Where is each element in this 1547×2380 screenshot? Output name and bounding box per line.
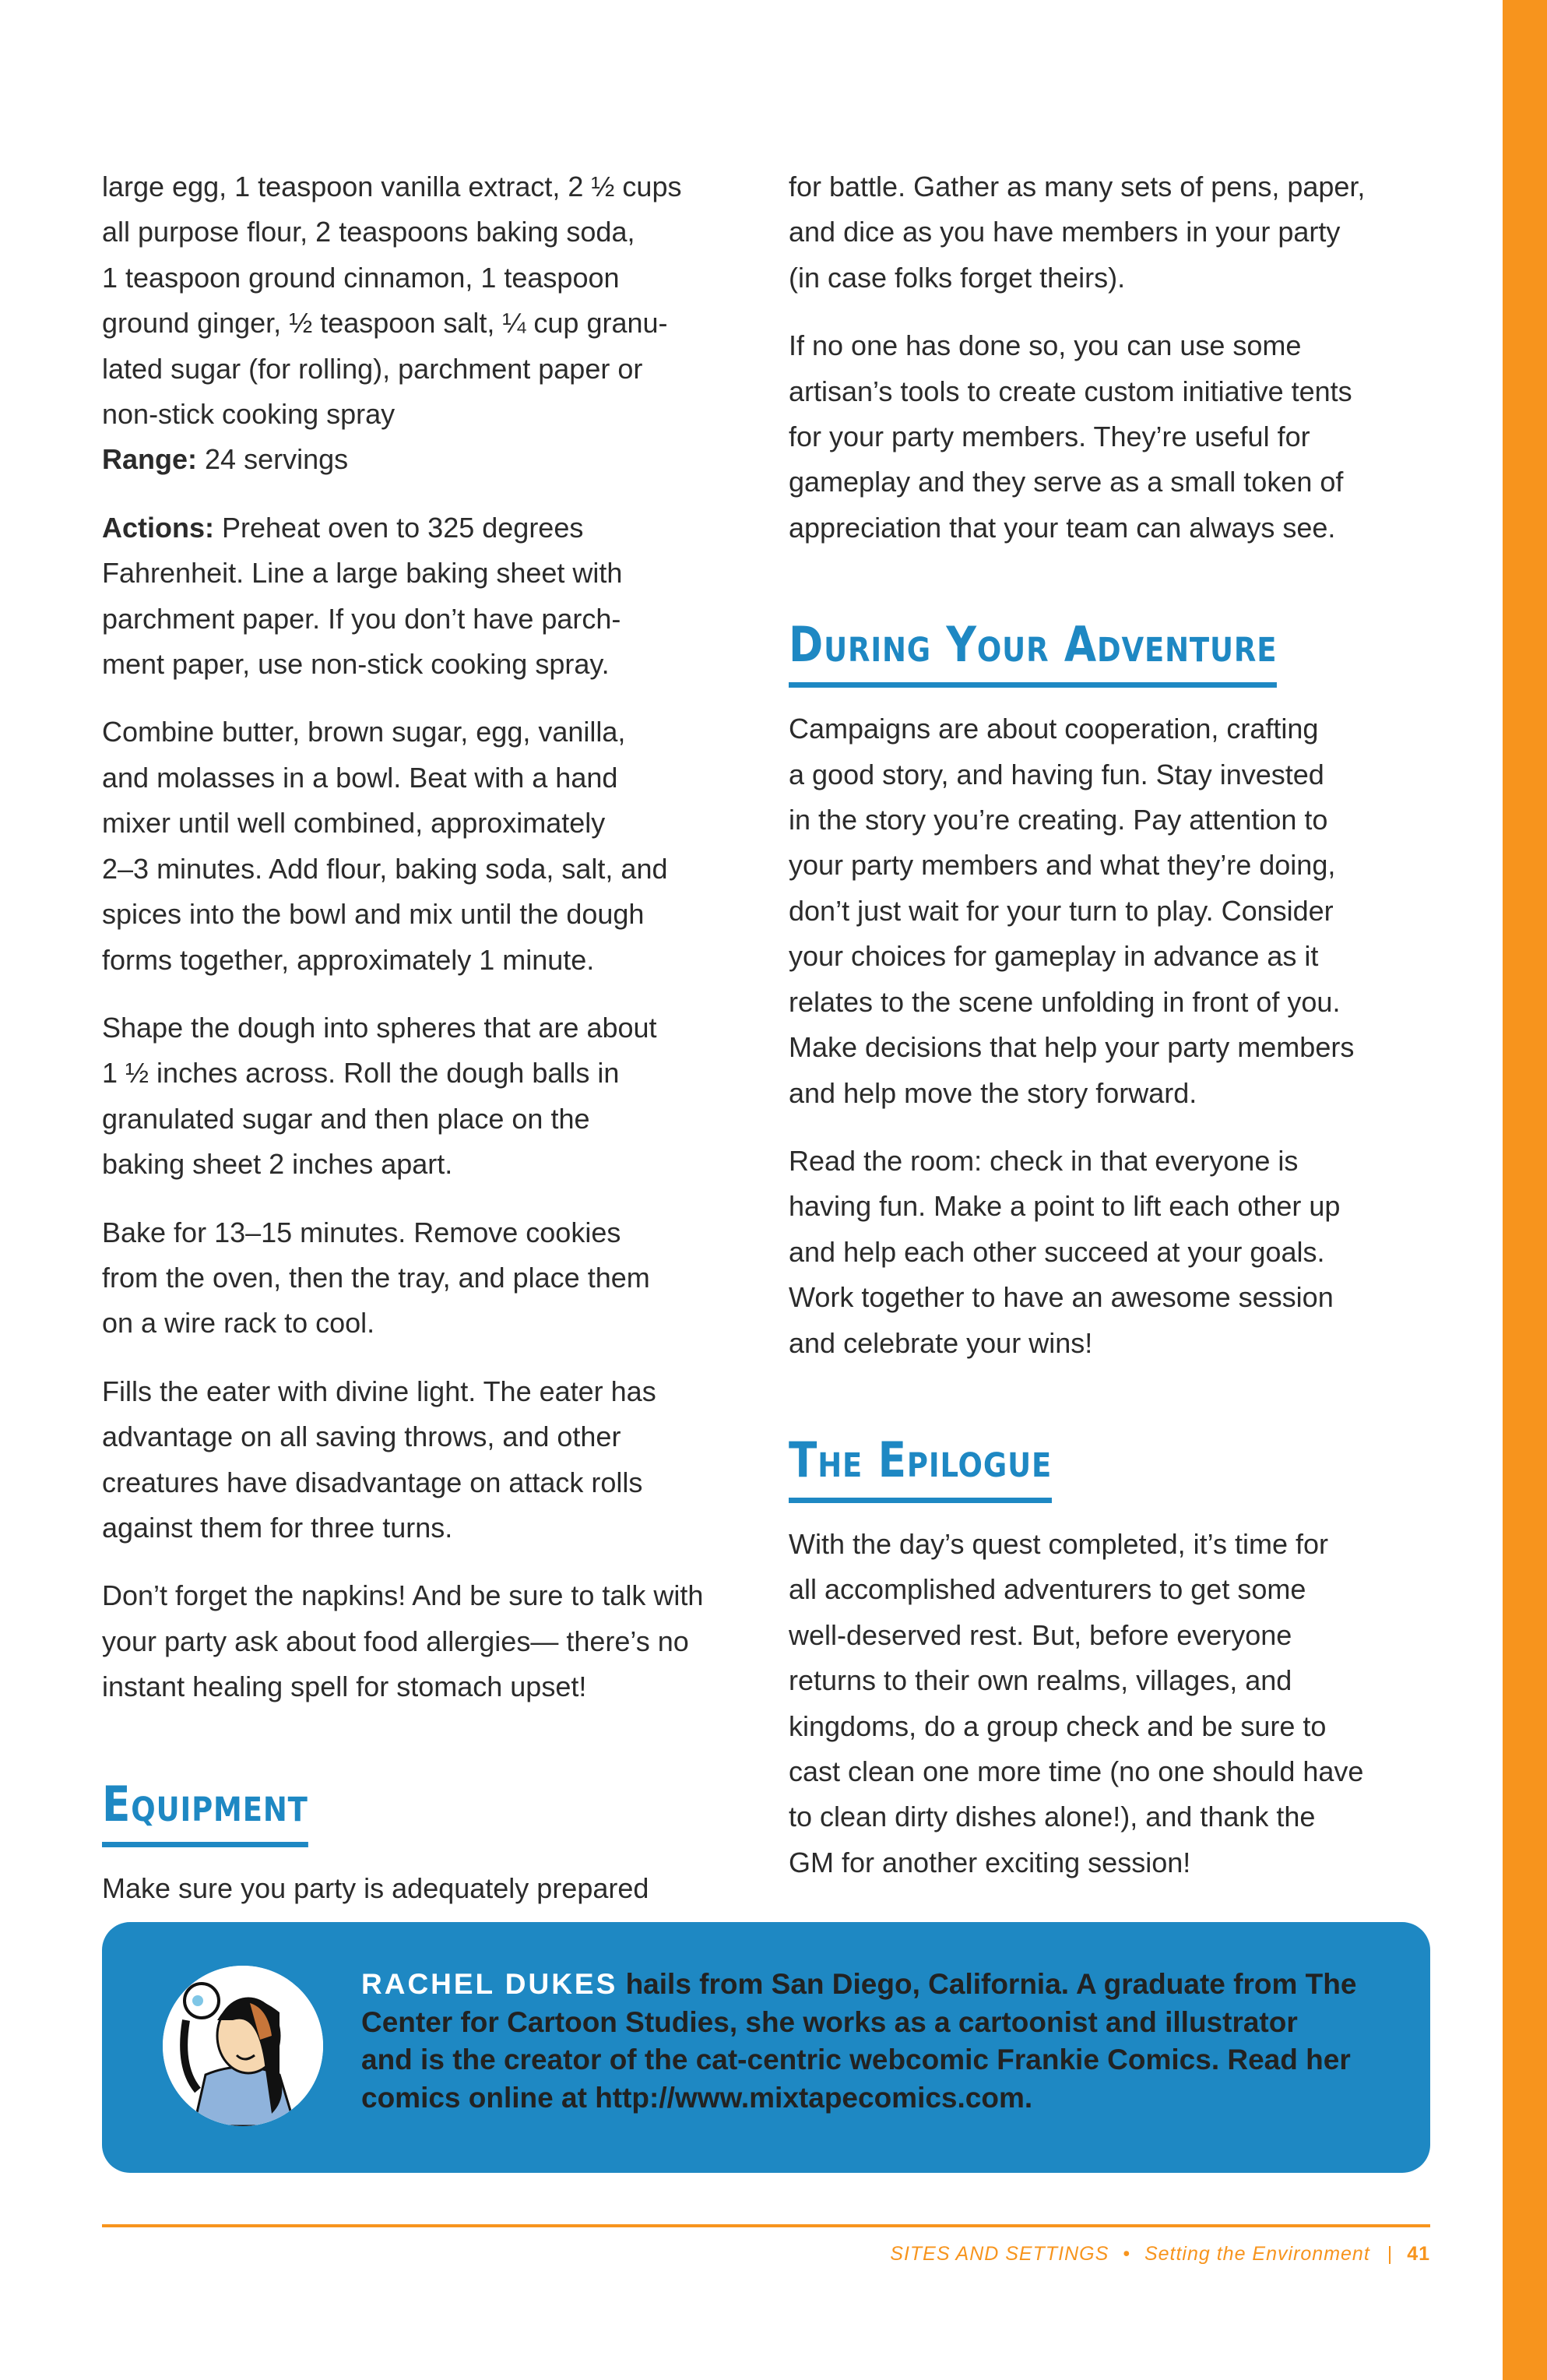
- paragraph: [102, 505, 772, 688]
- inline-label-text: 24 servings: [197, 443, 349, 476]
- author-name: RACHEL DUKES: [361, 1968, 618, 2000]
- text-line: non-stick cooking spray: [102, 398, 396, 431]
- text-line: well-deserved rest. But, before everyone: [789, 1618, 1292, 1651]
- section-heading-wrap: [789, 573, 1458, 706]
- paragraph: [789, 1522, 1458, 1885]
- text-line: having fun. Make a point to lift each other up: [789, 1190, 1341, 1223]
- text-line: instant healing spell for stomach upset!: [102, 1671, 587, 1703]
- text-line: (in case folks forget theirs).: [789, 261, 1126, 294]
- footer-separator: |: [1387, 2243, 1394, 2265]
- text-line: Make sure you party is adequately prepared: [102, 1871, 649, 1904]
- text-line: parchment paper. If you don’t have parch-: [102, 602, 621, 635]
- text-line: Don’t forget the napkins! And be sure to talk with: [102, 1579, 704, 1612]
- text-line: kingdoms, do a group check and be sure to: [789, 1709, 1327, 1742]
- section-heading: Equipment: [102, 1772, 308, 1847]
- inline-label: Actions:: [102, 511, 214, 544]
- page-footer: [890, 2243, 1430, 2266]
- paragraph: [102, 1866, 772, 1911]
- page-edge-tab: [1503, 0, 1547, 2380]
- text-line: forms together, approximately 1 minute.: [102, 943, 595, 976]
- text-line: ment paper, use non-stick cooking spray.: [102, 648, 610, 681]
- text-line: 1 teaspoon ground cinnamon, 1 teaspoon: [102, 261, 620, 294]
- text-line: your party members and what they’re doing,: [789, 849, 1336, 882]
- text-line: your party ask about food allergies— there’s no: [102, 1625, 689, 1657]
- page-number: 41: [1407, 2243, 1430, 2265]
- text-line: and celebrate your wins!: [789, 1326, 1093, 1359]
- text-line: all purpose flour, 2 teaspoons baking soda,: [102, 216, 635, 248]
- text-line: Make decisions that help your party members: [789, 1031, 1355, 1064]
- text-line: relates to the scene unfolding in front of you.: [789, 985, 1341, 1018]
- text-line: granulated sugar and then place on the: [102, 1102, 590, 1135]
- paragraph: [789, 706, 1458, 1116]
- text-line: [102, 437, 772, 482]
- text-line: returns to their own realms, villages, and: [789, 1664, 1292, 1697]
- section-heading: The Epilogue: [789, 1428, 1052, 1503]
- paragraph: [102, 1005, 772, 1188]
- footer-bullet: •: [1123, 2243, 1130, 2265]
- text-line: [102, 505, 772, 551]
- text-line: in the story you’re creating. Pay attention to: [789, 804, 1328, 836]
- paragraph: [789, 323, 1458, 551]
- text-line: and help each other succeed at your goals.: [789, 1235, 1325, 1268]
- text-line: lated sugar (for rolling), parchment paper or: [102, 352, 643, 385]
- paragraph: [102, 709, 772, 982]
- text-line: from the oven, then the tray, and place them: [102, 1261, 650, 1294]
- text-line: Shape the dough into spheres that are about: [102, 1011, 657, 1044]
- section-heading-wrap: [789, 1389, 1458, 1522]
- text-line: Fahrenheit. Line a large baking sheet with: [102, 557, 623, 590]
- paragraph: [102, 1369, 772, 1551]
- bio-line: hails from San Diego, California. A graduate from The: [617, 1968, 1357, 2000]
- text-line: against them for three turns.: [102, 1511, 453, 1544]
- right-column: [789, 164, 1458, 1908]
- text-line: spices into the bowl and mix until the dough: [102, 898, 645, 931]
- section-heading-wrap: [102, 1733, 772, 1866]
- inline-label-text: Preheat oven to 325 degrees: [214, 511, 584, 544]
- paragraph: [102, 164, 772, 483]
- author-bio-box: [102, 1922, 1430, 2173]
- bio-line: Center for Cartoon Studies, she works as a cartoonist and illustrator: [361, 2005, 1298, 2038]
- text-line: cast clean one more time (no one should have: [789, 1755, 1364, 1787]
- text-line: and molasses in a bowl. Beat with a hand: [102, 761, 618, 794]
- text-line: Campaigns are about cooperation, crafting: [789, 713, 1319, 745]
- text-line: gameplay and they serve as a small token of: [789, 466, 1344, 498]
- text-line: ground ginger, ½ teaspoon salt, ¼ cup granu-: [102, 307, 668, 340]
- footer-chapter: Setting the Environment: [1144, 2243, 1370, 2265]
- text-line: baking sheet 2 inches apart.: [102, 1148, 453, 1181]
- text-line: for your party members. They’re useful for: [789, 421, 1310, 453]
- text-line: creatures have disadvantage on attack rolls: [102, 1466, 643, 1498]
- text-line: Bake for 13–15 minutes. Remove cookies: [102, 1216, 621, 1248]
- paragraph: [789, 1139, 1458, 1366]
- text-line: appreciation that your team can always see.: [789, 511, 1336, 544]
- text-line: artisan’s tools to create custom initiative tents: [789, 375, 1352, 407]
- text-line: for battle. Gather as many sets of pens, paper,: [789, 171, 1366, 202]
- text-line: GM for another exciting session!: [789, 1846, 1191, 1878]
- text-line: and help move the story forward.: [789, 1076, 1197, 1109]
- left-column: [102, 164, 772, 1934]
- text-line: Work together to have an awesome session: [789, 1281, 1334, 1314]
- text-line: 2–3 minutes. Add flour, baking soda, salt, and: [102, 852, 668, 885]
- section-heading: During Your Adventure: [789, 612, 1277, 688]
- paragraph: [102, 1210, 772, 1347]
- text-line: don’t just wait for your turn to play. Consider: [789, 894, 1334, 927]
- text-line: large egg, 1 teaspoon vanilla extract, 2 ½ cups: [102, 171, 682, 202]
- text-line: to clean dirty dishes alone!), and thank the: [789, 1801, 1316, 1833]
- text-line: Read the room: check in that everyone is: [789, 1144, 1299, 1177]
- author-avatar: [163, 1966, 323, 2126]
- bio-line: and is the creator of the cat-centric webcomic Frankie Comics. Read her: [361, 2044, 1351, 2075]
- paragraph: [789, 164, 1458, 301]
- bio-line: comics online at http://www.mixtapecomics.com.: [361, 2081, 1033, 2114]
- footer-rule: [102, 2224, 1430, 2227]
- text-line: With the day’s quest completed, it’s time for: [789, 1527, 1328, 1560]
- text-line: and dice as you have members in your party: [789, 216, 1341, 248]
- text-line: your choices for gameplay in advance as it: [789, 940, 1319, 973]
- text-line: 1 ½ inches across. Roll the dough balls in: [102, 1057, 620, 1090]
- text-line: mixer until well combined, approximately: [102, 807, 606, 840]
- text-line: Combine butter, brown sugar, egg, vanilla,: [102, 716, 626, 748]
- text-line: Fills the eater with divine light. The eater has: [102, 1375, 656, 1407]
- text-line: advantage on all saving throws, and other: [102, 1421, 621, 1453]
- text-line: all accomplished adventurers to get some: [789, 1573, 1306, 1606]
- paragraph: [102, 1573, 772, 1709]
- author-bio-text: [361, 1966, 1412, 2117]
- inline-label: Range:: [102, 443, 198, 476]
- text-line: a good story, and having fun. Stay invested: [789, 758, 1324, 790]
- text-line: If no one has done so, you can use some: [789, 329, 1302, 362]
- footer-section: SITES AND SETTINGS: [890, 2243, 1109, 2265]
- text-line: on a wire rack to cool.: [102, 1307, 375, 1340]
